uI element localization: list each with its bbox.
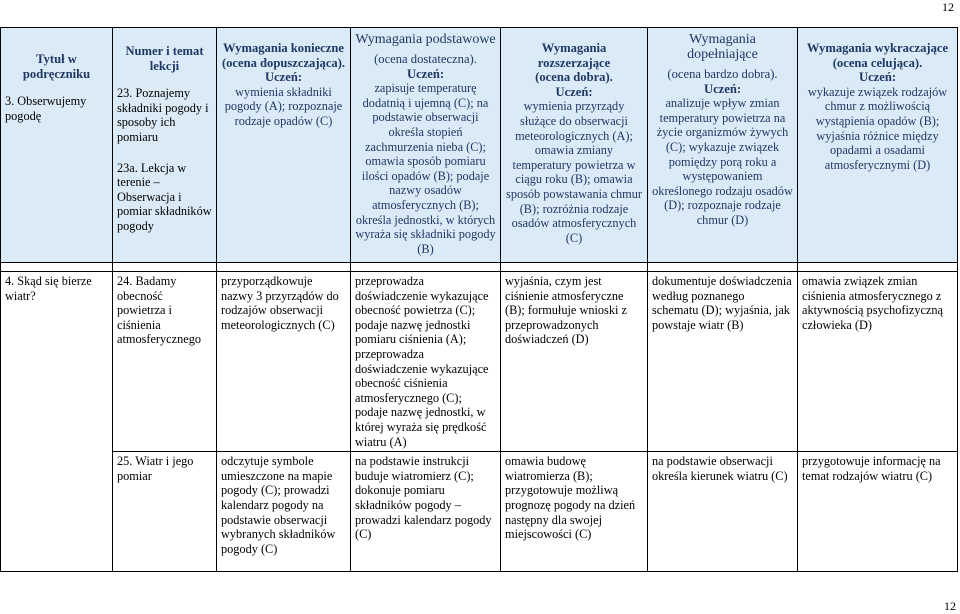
level-grade: (ocena dopuszczająca).: [221, 55, 346, 70]
section-separator: [1, 263, 958, 272]
level-name: Wymagania konieczne: [223, 41, 344, 55]
header-title-cell: [1, 28, 113, 263]
level-grade: (ocena dobra).: [535, 70, 613, 85]
header-numer: Numer i temat lekcji: [125, 44, 204, 73]
requirements-table: [0, 27, 958, 572]
level-cell-dopelniajace: [648, 28, 798, 263]
requirement-cell: [501, 272, 648, 452]
level-name: Wymagania wykraczające: [806, 41, 949, 55]
level-cell-podstawowe: [351, 28, 501, 263]
requirement-cell: [351, 452, 501, 572]
chapter-cell: [1, 272, 113, 572]
level-student: Uczeń:: [858, 70, 897, 85]
level-grade: (ocena dostateczna).: [374, 52, 477, 66]
requirement-text: na podstawie instrukcji buduje wiatromierz (C); dokonuje pomiaru składników pogody – prowadzi kalendarz pogody (C): [355, 454, 492, 542]
requirement-cell: [217, 272, 351, 452]
requirement-text: na podstawie obserwacji określa kierunek wiatru (C): [652, 454, 788, 483]
requirement-text: dokumentuje doświadczenia według poznanego schematu (D); wyjaśnia, jak powstaje wiatr (B): [652, 274, 792, 332]
chapter-title: 4. Skąd się bierze wiatr?: [5, 274, 92, 303]
page-number-bottom: 12: [944, 599, 956, 613]
level-cell-wykraczajace: [798, 28, 958, 263]
requirement-cell: [798, 452, 958, 572]
requirement-text: odczytuje symbole umieszczone na mapie pogody (C); prowadzi kalendarz pogody na podstawie obserwacji wybranych składników pogody (C): [221, 454, 336, 556]
table-row: [1, 452, 958, 572]
level-grade: (ocena bardzo dobra).: [667, 67, 778, 81]
level-cell-rozszerzajace: [501, 28, 648, 263]
requirement-cell: [217, 452, 351, 572]
requirement-text: przeprowadza doświadczenie wykazujące obecność powietrza (C); podaje nazwę jednostki pomiaru ciśnienia (A); przeprowadza doświadczenie wykazujące obecność ciśnienia atmosferycznego (C); podaje nazwę jednostki, w której wyraża się prędkość wiatru (A): [355, 274, 489, 449]
requirement-text: omawia budowę wiatromierza (B); przygotowuje możliwą prognozę pogody na dzień następny dla swojej miejscowości (C): [505, 454, 636, 542]
lesson-title: 23a. Lekcja w terenie – Obserwacja i pomiar składników pogody: [117, 160, 212, 233]
requirement-text: przyporządkowuje nazwy 3 przyrządów do rodzajów obserwacji meteorologicznych (C): [221, 274, 339, 332]
header-numer-cell: [113, 28, 217, 263]
requirement-cell: [648, 272, 798, 452]
lesson-title: 25. Wiatr i jego pomiar: [117, 454, 194, 483]
level-name: Wymagania dopełniające: [687, 32, 758, 62]
header-title: Tytuł w podręczniku: [22, 52, 91, 81]
level-student: Uczeń:: [555, 84, 593, 99]
requirement-text: omawia związek zmian ciśnienia atmosferycznego z aktywnością psychofizyczną człowieka (D): [802, 274, 944, 332]
lesson-title: 24. Badamy obecność powietrza i ciśnienia atmosferycznego: [117, 274, 201, 347]
requirement-text: analizuje wpływ zmian temperatury powietrza na życie organizmów żywych (C); wykazuje związek pomiędzy porą roku a występowaniem określonego rodzaju osadów (D); rozpoznaje rodzaje chmur (D): [652, 96, 793, 227]
requirement-text: wykazuje związek rodzajów chmur z możliwością wystąpienia opadów (B); wyjaśnia różnice między opadami a osadami atmosferycznymi (D): [807, 84, 948, 172]
requirement-text: wymienia składniki pogody (A); rozpoznaje rodzaje opadów (C): [224, 84, 343, 128]
requirement-cell: [501, 452, 648, 572]
lesson-title: 23. Poznajemy składniki pogody i sposoby ich pomiaru: [117, 86, 209, 144]
chapter-title: 3. Obserwujemy pogodę: [5, 94, 87, 123]
level-student: Uczeń:: [703, 81, 742, 96]
lesson-cell: [113, 452, 217, 572]
level-name: Wymagania rozszerzające: [537, 41, 611, 70]
page-number-top: 12: [942, 0, 954, 14]
level-student: Uczeń:: [406, 66, 445, 81]
level-student: Uczeń:: [264, 70, 303, 85]
requirement-text: zapisuje temperaturę dodatnią i ujemną (C); na podstawie obserwacji określa stopień zachmurzenia nieba (C); omawia sposób pomiaru ilości opadów (B); podaje nazwy osadów atmosferycznych (B); określa jednostki, w których wyraża się składniki pogody (B): [355, 81, 496, 256]
level-grade: (ocena celująca).: [832, 55, 923, 70]
level-name: Wymagania podstawowe: [355, 32, 496, 47]
table-row: [1, 272, 958, 452]
level-cell-konieczne: [217, 28, 351, 263]
requirement-text: przygotowuje informację na temat rodzajów wiatru (C): [802, 454, 941, 483]
requirement-text: wymienia przyrządy służące do obserwacji meteorologicznych (A); omawia zmiany temperatury powietrza w ciągu roku (B); omawia sposób powstawania chmur (B); rozróżnia rodzaje osadów atmosferycznych (C): [506, 99, 642, 245]
requirement-text: wyjaśnia, czym jest ciśnienie atmosferyczne (B); formułuje wnioski z przeprowadzonych doświadczeń (D): [505, 274, 627, 347]
requirement-cell: [351, 272, 501, 452]
requirement-cell: [648, 452, 798, 572]
lesson-cell: [113, 272, 217, 452]
requirement-cell: [798, 272, 958, 452]
